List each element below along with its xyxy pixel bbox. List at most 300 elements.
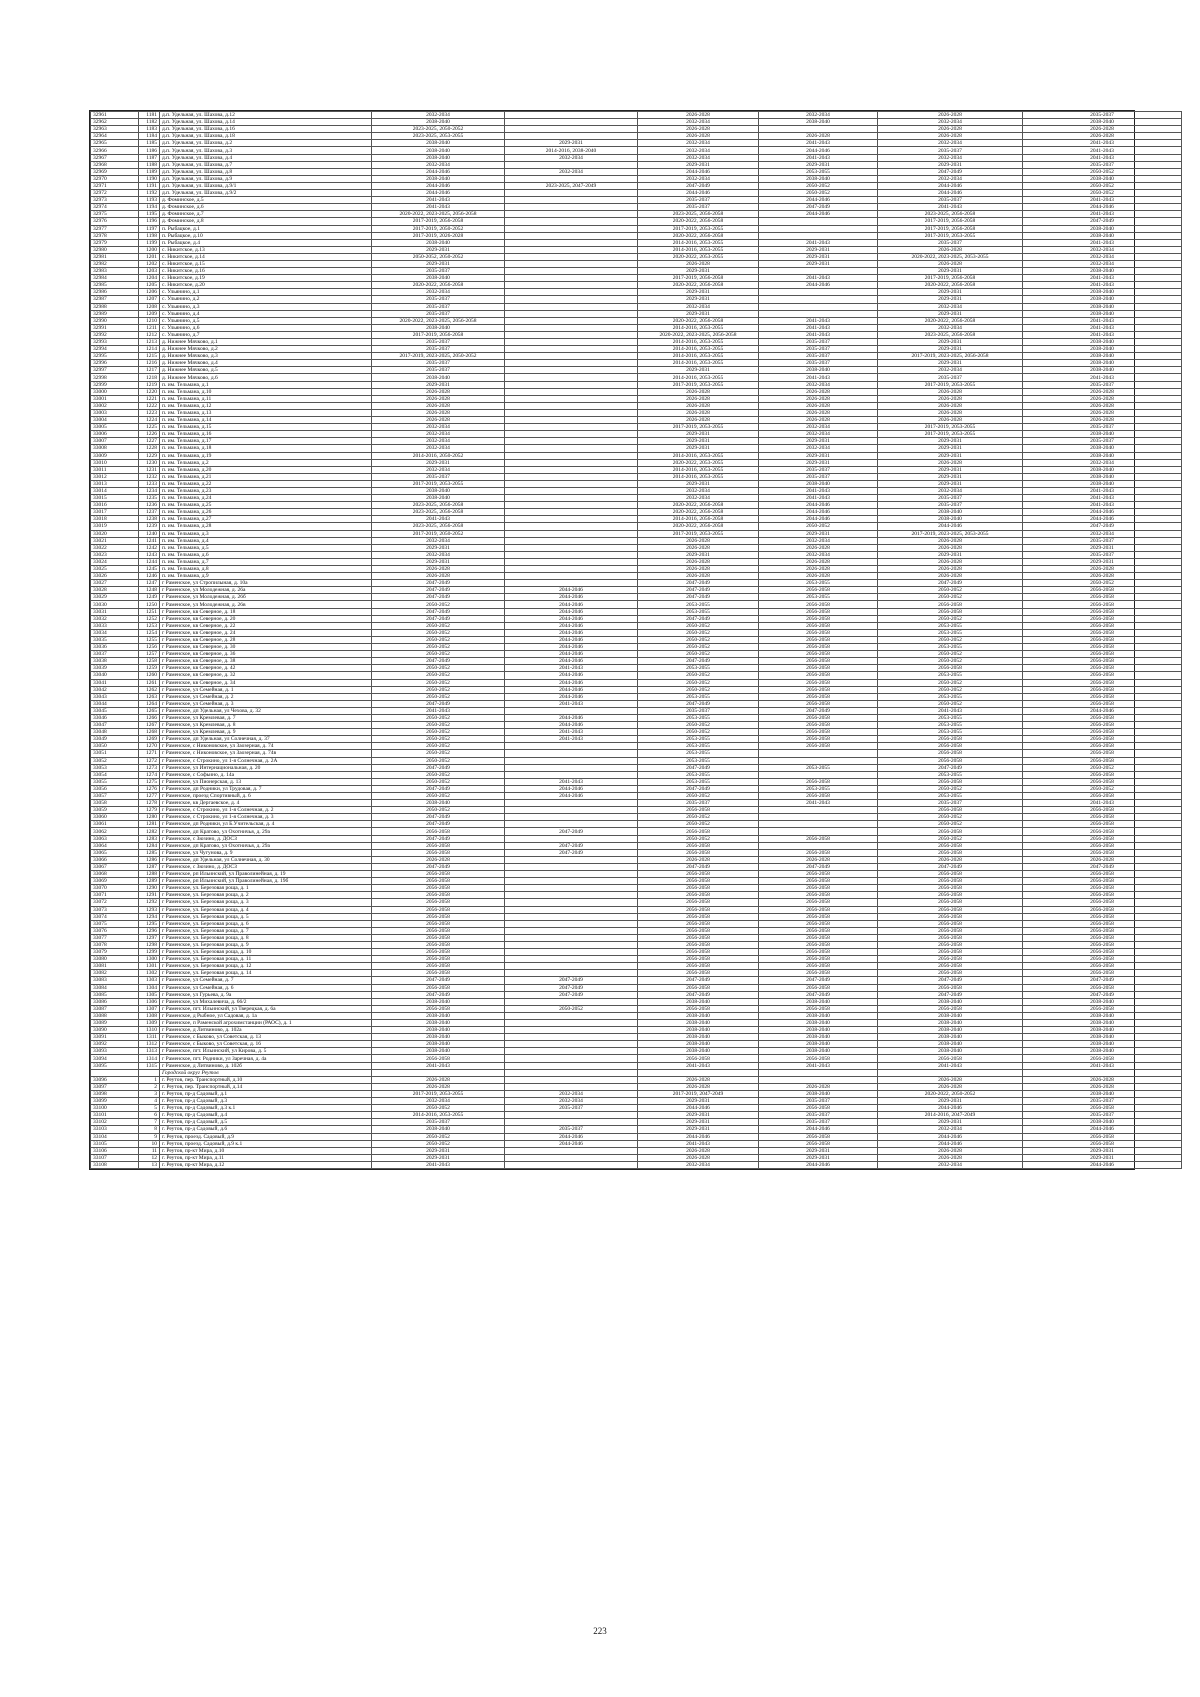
table-row	[91, 1112, 1182, 1119]
period-col-5-cell: 2053-2055	[878, 622, 1023, 629]
period-col-6-cell: 2026-2028	[1023, 402, 1182, 409]
row-number-cell: 1192	[139, 190, 160, 197]
record-id-cell: 33088	[91, 1012, 139, 1019]
period-col-6-cell: 2041-2043	[1023, 140, 1182, 147]
period-col-4-cell: 2029-2031	[759, 246, 878, 253]
record-id-cell: 33105	[91, 1140, 139, 1147]
period-col-6-cell: 2038-2040	[1023, 119, 1182, 126]
period-col-1-cell: 2047-2049	[372, 821, 505, 828]
period-col-1-cell: 2050-2052	[372, 629, 505, 636]
period-col-3-cell: 2053-2055	[638, 750, 759, 757]
row-number-cell: 1293	[139, 906, 160, 913]
period-col-4-cell: 2056-2058	[759, 906, 878, 913]
period-col-3-cell: 2020-2022, 2053-2055	[638, 459, 759, 466]
row-number-cell: 1297	[139, 934, 160, 941]
period-col-4-cell: 2029-2031	[759, 1147, 878, 1154]
period-col-1-cell: 2056-2058	[372, 963, 505, 970]
address-cell: с. Никитское, д.15	[160, 260, 372, 267]
period-col-1-cell: 2035-2037	[372, 296, 505, 303]
record-id-cell: 33107	[91, 1154, 139, 1161]
period-col-4-cell: 2044-2046	[759, 211, 878, 218]
period-col-2-cell: 2044-2046	[505, 785, 638, 792]
period-col-6-cell: 2056-2058	[1023, 601, 1182, 608]
period-col-6-cell: 2026-2028	[1023, 1076, 1182, 1083]
row-number-cell: 1222	[139, 402, 160, 409]
period-col-6-cell: 2026-2028	[1023, 417, 1182, 424]
period-col-2-cell	[505, 353, 638, 360]
address-cell: г Раменское, с Никоновское, ул Заозерная, д. 74	[160, 743, 372, 750]
period-col-1-cell: 2032-2034	[372, 161, 505, 168]
period-col-1-cell: 2026-2028	[372, 417, 505, 424]
period-col-2-cell: 2044-2046	[505, 644, 638, 651]
period-col-2-cell: 2044-2046	[505, 594, 638, 601]
address-cell: д.п. Удельная, ул. Шахова, д.18	[160, 133, 372, 140]
period-col-3-cell: 2038-2040	[638, 1048, 759, 1055]
period-col-1-cell: 2050-2052	[372, 622, 505, 629]
period-col-6-cell: 2056-2058	[1023, 594, 1182, 601]
period-col-1-cell: 2035-2037	[372, 346, 505, 353]
row-number-cell: 1270	[139, 743, 160, 750]
period-col-1-cell: 2056-2058	[372, 941, 505, 948]
period-col-4-cell: 2029-2031	[759, 1154, 878, 1161]
period-col-4-cell	[759, 296, 878, 303]
period-col-4-cell: 2056-2058	[759, 636, 878, 643]
period-col-4-cell	[759, 771, 878, 778]
period-col-4-cell: 2026-2028	[759, 558, 878, 565]
period-col-5-cell: 2050-2052	[878, 615, 1023, 622]
period-col-4-cell: 2053-2055	[759, 168, 878, 175]
table-row	[91, 225, 1182, 232]
row-number-cell: 13	[139, 1161, 160, 1168]
period-col-5-cell: 2053-2055	[878, 629, 1023, 636]
address-cell: д. Фоминское, д.5	[160, 197, 372, 204]
period-col-3-cell: 2056-2058	[638, 842, 759, 849]
record-id-cell: 33089	[91, 1020, 139, 1027]
period-col-3-cell: 2029-2031	[638, 1112, 759, 1119]
row-number-cell: 1225	[139, 424, 160, 431]
period-col-2-cell	[505, 303, 638, 310]
period-col-3-cell: 2032-2034	[638, 487, 759, 494]
table-row	[91, 487, 1182, 494]
record-id-cell: 33062	[91, 828, 139, 835]
period-col-4-cell: 2035-2037	[759, 339, 878, 346]
period-col-1-cell: 2035-2037	[372, 367, 505, 374]
period-col-5-cell: 2047-2049	[878, 863, 1023, 870]
period-col-3-cell: 2050-2052	[638, 821, 759, 828]
period-col-4-cell: 2029-2031	[759, 260, 878, 267]
period-col-3-cell: 2026-2028	[638, 409, 759, 416]
address-cell: г Раменское, ул. Березовая роща, д. 8	[160, 934, 372, 941]
period-col-1-cell: 2026-2028	[372, 395, 505, 402]
period-col-6-cell: 2032-2034	[1023, 260, 1182, 267]
period-col-3-cell: 2038-2040	[638, 1027, 759, 1034]
row-number-cell: 1309	[139, 1020, 160, 1027]
period-col-5-cell: 2047-2049	[878, 977, 1023, 984]
period-col-1-cell: 2050-2052	[372, 778, 505, 785]
address-cell: с. Никитское, д.14	[160, 253, 372, 260]
period-col-5-cell: 2056-2058	[878, 913, 1023, 920]
period-col-4-cell: 2056-2058	[759, 885, 878, 892]
period-col-5-cell: 2050-2052	[878, 785, 1023, 792]
period-col-6-cell: 2038-2040	[1023, 175, 1182, 182]
address-cell: г Раменское, ул Молодежная, д. 26в	[160, 601, 372, 608]
period-col-4-cell	[759, 218, 878, 225]
row-number-cell: 1281	[139, 821, 160, 828]
period-col-3-cell: 2038-2040	[638, 1020, 759, 1027]
period-col-1-cell: 2038-2040	[372, 147, 505, 154]
period-col-2-cell	[505, 218, 638, 225]
period-col-3-cell: 2050-2052	[638, 622, 759, 629]
table-row	[91, 502, 1182, 509]
record-id-cell: 33084	[91, 984, 139, 991]
period-col-2-cell	[505, 275, 638, 282]
period-col-4-cell: 2026-2028	[759, 573, 878, 580]
period-col-6-cell: 2038-2040	[1023, 1034, 1182, 1041]
table-row	[91, 374, 1182, 381]
period-col-1-cell: 2026-2028	[372, 856, 505, 863]
table-row	[91, 1041, 1182, 1048]
row-number-cell: 1274	[139, 771, 160, 778]
address-cell: г Раменское, дп Кратово, ул Охотничья, д. 29а	[160, 842, 372, 849]
row-number-cell: 1280	[139, 814, 160, 821]
table-row	[91, 197, 1182, 204]
period-col-6-cell: 2056-2058	[1023, 878, 1182, 885]
period-col-4-cell	[759, 807, 878, 814]
record-id-cell: 33010	[91, 459, 139, 466]
period-col-6-cell: 2056-2058	[1023, 956, 1182, 963]
table-row	[91, 1020, 1182, 1027]
table-row	[91, 700, 1182, 707]
address-cell: г Раменское, ул Михалевича, д. 66/2	[160, 998, 372, 1005]
period-col-2-cell: 2032-2034	[505, 1098, 638, 1105]
row-number-cell: 3	[139, 1090, 160, 1097]
table-row	[91, 551, 1182, 558]
period-col-5-cell: 2050-2052	[878, 651, 1023, 658]
row-number-cell: 1201	[139, 253, 160, 260]
period-col-6-cell: 2056-2058	[1023, 778, 1182, 785]
address-cell: г Раменское, д Литвиново, д. 102а	[160, 1027, 372, 1034]
period-col-2-cell	[505, 899, 638, 906]
period-col-6-cell: 2050-2052	[1023, 168, 1182, 175]
period-col-6-cell: 2035-2037	[1023, 1112, 1182, 1119]
period-col-5-cell: 2029-2031	[878, 339, 1023, 346]
period-col-1-cell: 2017-2019, 2023-2025, 2050-2052	[372, 353, 505, 360]
address-cell: г Раменское, кв Северное, д. 30	[160, 644, 372, 651]
address-cell: г Раменское, ул Гурьева, д. 9а	[160, 991, 372, 998]
record-id-cell: 32995	[91, 353, 139, 360]
period-col-2-cell	[505, 771, 638, 778]
period-col-4-cell: 2041-2043	[759, 324, 878, 331]
period-col-4-cell: 2056-2058	[759, 658, 878, 665]
period-col-5-cell: 2029-2031	[878, 445, 1023, 452]
period-col-4-cell: 2056-2058	[759, 700, 878, 707]
row-number-cell: 10	[139, 1140, 160, 1147]
table-row	[91, 190, 1182, 197]
address-cell: с. Ульянино, д.6	[160, 324, 372, 331]
address-cell: г. Реутов, проезд. Садовый, д.9	[160, 1133, 372, 1140]
period-col-5-cell: 2038-2040	[878, 998, 1023, 1005]
period-col-6-cell: 2038-2040	[1023, 296, 1182, 303]
table-row	[91, 303, 1182, 310]
row-number-cell: 1228	[139, 445, 160, 452]
record-id-cell: 33091	[91, 1034, 139, 1041]
period-col-3-cell: 2026-2028	[638, 1083, 759, 1090]
address-cell: г Раменское, кв Северное, д. 18	[160, 608, 372, 615]
period-col-5-cell: 2056-2058	[878, 757, 1023, 764]
row-number-cell: 1315	[139, 1062, 160, 1069]
period-col-4-cell: 2035-2037	[759, 1112, 878, 1119]
period-col-5-cell: 2032-2034	[878, 154, 1023, 161]
period-col-6-cell: 2029-2031	[1023, 1154, 1182, 1161]
period-col-3-cell: 2050-2052	[638, 793, 759, 800]
record-id-cell: 33015	[91, 495, 139, 502]
section-header-row	[91, 1069, 1182, 1076]
period-col-2-cell	[505, 1069, 638, 1076]
period-col-2-cell: 2041-2043	[505, 665, 638, 672]
period-col-5-cell: 2056-2058	[878, 956, 1023, 963]
period-col-3-cell: 2014-2016, 2053-2055	[638, 452, 759, 459]
table-row	[91, 409, 1182, 416]
period-col-3-cell: 2026-2028	[638, 566, 759, 573]
row-number-cell: 1282	[139, 828, 160, 835]
period-col-1-cell: 2023-2025, 2056-2058	[372, 509, 505, 516]
row-number-cell: 1243	[139, 551, 160, 558]
address-cell: г Раменское, ул Семейная, д. 7	[160, 977, 372, 984]
period-col-2-cell	[505, 1147, 638, 1154]
address-cell: п. им. Тельмана, д.19	[160, 452, 372, 459]
record-id-cell: 33007	[91, 438, 139, 445]
period-col-6-cell: 2038-2040	[1023, 1048, 1182, 1055]
period-col-3-cell: 2053-2055	[638, 608, 759, 615]
period-col-2-cell	[505, 367, 638, 374]
period-col-6-cell: 2056-2058	[1023, 644, 1182, 651]
period-col-3-cell: 2056-2058	[638, 1055, 759, 1062]
period-col-5-cell: 2029-2031	[878, 346, 1023, 353]
period-col-5-cell: 2017-2019, 2053-2055	[878, 232, 1023, 239]
period-col-3-cell: 2029-2031	[638, 1126, 759, 1133]
period-col-6-cell: 2056-2058	[1023, 722, 1182, 729]
period-col-6-cell: 2026-2028	[1023, 388, 1182, 395]
period-col-4-cell: 2056-2058	[759, 601, 878, 608]
period-col-5-cell: 2026-2028	[878, 459, 1023, 466]
record-id-cell: 33035	[91, 636, 139, 643]
period-col-1-cell: 2029-2031	[372, 558, 505, 565]
period-col-4-cell: 2056-2058	[759, 963, 878, 970]
period-col-6-cell: 2056-2058	[1023, 736, 1182, 743]
period-col-3-cell: 2014-2016, 2053-2055	[638, 466, 759, 473]
period-col-2-cell	[505, 211, 638, 218]
period-col-5-cell: 2050-2052	[878, 636, 1023, 643]
period-col-5-cell: 2026-2028	[878, 856, 1023, 863]
period-col-5-cell: 2029-2031	[878, 452, 1023, 459]
address-cell: д. Нижнее Мячково, д.3	[160, 353, 372, 360]
period-col-3-cell: 2029-2031	[638, 1098, 759, 1105]
record-id-cell: 33024	[91, 558, 139, 565]
row-number-cell: 1254	[139, 629, 160, 636]
address-cell: г Раменское, с Строкино, ул 1-я Солнечная, д. 3	[160, 814, 372, 821]
period-col-6-cell: 2056-2058	[1023, 658, 1182, 665]
table-row	[91, 764, 1182, 771]
period-col-5-cell: 2026-2028	[878, 573, 1023, 580]
period-col-2-cell: 2032-2034	[505, 1090, 638, 1097]
period-col-2-cell: 2044-2046	[505, 1140, 638, 1147]
row-number-cell: 1255	[139, 636, 160, 643]
period-col-6-cell: 2026-2028	[1023, 856, 1182, 863]
period-col-4-cell	[759, 126, 878, 133]
period-col-1-cell: 2047-2049	[372, 764, 505, 771]
table-row	[91, 154, 1182, 161]
period-col-3-cell: 2026-2028	[638, 417, 759, 424]
period-col-6-cell: 2056-2058	[1023, 941, 1182, 948]
period-col-3-cell: 2035-2037	[638, 197, 759, 204]
address-cell: д. Фоминское, д.8	[160, 218, 372, 225]
record-id-cell: 32998	[91, 374, 139, 381]
record-id-cell: 33009	[91, 452, 139, 459]
period-col-3-cell: 2056-2058	[638, 899, 759, 906]
record-id-cell: 32993	[91, 339, 139, 346]
period-col-5-cell: 2029-2031	[878, 289, 1023, 296]
row-number-cell: 1247	[139, 580, 160, 587]
row-number-cell: 1187	[139, 154, 160, 161]
table-row	[91, 1055, 1182, 1062]
row-number-cell: 1210	[139, 317, 160, 324]
row-number-cell: 1262	[139, 686, 160, 693]
row-number-cell: 1	[139, 1076, 160, 1083]
period-col-6-cell: 2044-2046	[1023, 509, 1182, 516]
row-number-cell: 1220	[139, 388, 160, 395]
period-col-1-cell: 2038-2040	[372, 487, 505, 494]
period-col-3-cell: 2041-2043	[638, 1062, 759, 1069]
period-col-6-cell: 2047-2049	[1023, 991, 1182, 998]
address-cell: п. им. Тельмана, д.20	[160, 466, 372, 473]
period-col-6-cell: 2038-2040	[1023, 480, 1182, 487]
period-col-5-cell: 2029-2031	[878, 296, 1023, 303]
period-col-3-cell: 2056-2058	[638, 892, 759, 899]
period-col-2-cell: 2044-2046	[505, 636, 638, 643]
table-row	[91, 899, 1182, 906]
table-row	[91, 395, 1182, 402]
period-col-6-cell: 2056-2058	[1023, 1055, 1182, 1062]
period-col-5-cell: 2056-2058	[878, 608, 1023, 615]
period-col-5-cell: 2026-2028	[878, 246, 1023, 253]
address-cell: п. им. Тельмана, д.16	[160, 431, 372, 438]
period-col-2-cell	[505, 246, 638, 253]
period-col-2-cell	[505, 473, 638, 480]
record-id-cell: 32964	[91, 133, 139, 140]
period-col-3-cell: 2047-2049	[638, 977, 759, 984]
period-col-2-cell	[505, 175, 638, 182]
table-row	[91, 934, 1182, 941]
period-col-4-cell: 2056-2058	[759, 1005, 878, 1012]
address-cell: г. Реутов, пр-д Садовый, д.5	[160, 1119, 372, 1126]
table-row	[91, 182, 1182, 189]
address-cell: п. им. Тельмана, д.1	[160, 381, 372, 388]
period-col-6-cell: 2056-2058	[1023, 807, 1182, 814]
period-col-5-cell: 2026-2028	[878, 388, 1023, 395]
period-col-4-cell: 2050-2052	[759, 523, 878, 530]
record-id-cell: 33031	[91, 608, 139, 615]
table-row	[91, 707, 1182, 714]
period-col-3-cell: 2032-2034	[638, 1161, 759, 1168]
period-col-2-cell	[505, 573, 638, 580]
period-col-1-cell: 2050-2052	[372, 679, 505, 686]
period-col-1-cell: 2056-2058	[372, 1005, 505, 1012]
table-row	[91, 892, 1182, 899]
row-number-cell: 1256	[139, 644, 160, 651]
address-cell: г. Реутов, пер. Транспортный, д.10	[160, 1076, 372, 1083]
row-number-cell: 1196	[139, 218, 160, 225]
period-col-6-cell: 2038-2040	[1023, 1020, 1182, 1027]
period-col-1-cell: 2056-2058	[372, 885, 505, 892]
row-number-cell: 1303	[139, 977, 160, 984]
period-col-1-cell: 2038-2040	[372, 1126, 505, 1133]
address-cell: г Раменское, ул Семейная, д. 6	[160, 984, 372, 991]
table-row	[91, 253, 1182, 260]
period-col-2-cell	[505, 402, 638, 409]
period-col-1-cell: 2047-2049	[372, 700, 505, 707]
row-number-cell: 1211	[139, 324, 160, 331]
table-row	[91, 587, 1182, 594]
row-number-cell: 1308	[139, 1012, 160, 1019]
row-number-cell: 1226	[139, 431, 160, 438]
period-col-3-cell: 2023-2025, 2056-2058	[638, 211, 759, 218]
row-number-cell: 1298	[139, 941, 160, 948]
table-row	[91, 956, 1182, 963]
period-col-6-cell: 2047-2049	[1023, 523, 1182, 530]
period-col-5-cell: 2056-2058	[878, 778, 1023, 785]
period-col-6-cell: 2041-2043	[1023, 211, 1182, 218]
period-col-2-cell	[505, 1154, 638, 1161]
period-col-5-cell: 2023-2025, 2056-2058	[878, 331, 1023, 338]
table-row	[91, 417, 1182, 424]
period-col-1-cell: 2026-2028	[372, 573, 505, 580]
table-row	[91, 1005, 1182, 1012]
period-col-2-cell	[505, 296, 638, 303]
row-number-cell: 1230	[139, 459, 160, 466]
period-col-6-cell: 2026-2028	[1023, 395, 1182, 402]
period-col-2-cell: 2047-2049	[505, 828, 638, 835]
period-col-1-cell: 2038-2040	[372, 800, 505, 807]
record-id-cell: 33100	[91, 1105, 139, 1112]
period-col-5-cell: 2029-2031	[878, 1119, 1023, 1126]
period-col-3-cell: 2044-2046	[638, 168, 759, 175]
table-row	[91, 644, 1182, 651]
table-row	[91, 856, 1182, 863]
period-col-1-cell: 2056-2058	[372, 956, 505, 963]
period-col-1-cell: 2038-2040	[372, 1041, 505, 1048]
table-row	[91, 622, 1182, 629]
period-col-2-cell: 2044-2046	[505, 672, 638, 679]
record-id-cell: 33045	[91, 707, 139, 714]
period-col-3-cell: 2056-2058	[638, 949, 759, 956]
period-col-6-cell: 2056-2058	[1023, 927, 1182, 934]
period-col-1-cell: 2020-2022, 2023-2025, 2056-2058	[372, 211, 505, 218]
period-col-5-cell: 2050-2052	[878, 814, 1023, 821]
period-col-1-cell: 2038-2040	[372, 1048, 505, 1055]
period-col-6-cell: 2056-2058	[1023, 899, 1182, 906]
record-id-cell: 33104	[91, 1133, 139, 1140]
record-id-cell: 33019	[91, 523, 139, 530]
record-id-cell: 33078	[91, 941, 139, 948]
table-row	[91, 821, 1182, 828]
record-id-cell: 32978	[91, 232, 139, 239]
period-col-4-cell	[759, 750, 878, 757]
table-row	[91, 757, 1182, 764]
row-number-cell: 1265	[139, 707, 160, 714]
table-row	[91, 268, 1182, 275]
row-number-cell: 1304	[139, 984, 160, 991]
period-col-5-cell: 2023-2025, 2056-2058	[878, 211, 1023, 218]
